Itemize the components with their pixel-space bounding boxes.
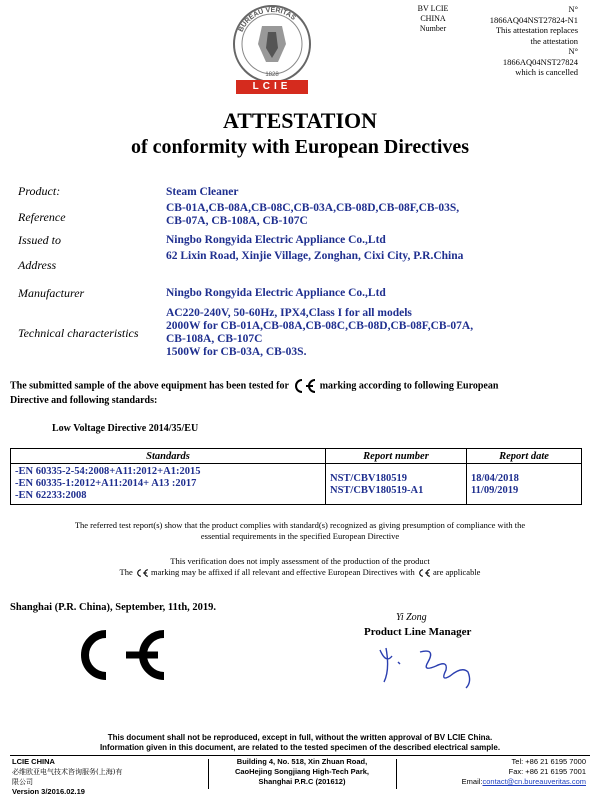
header-left-line: BV LCIE — [417, 4, 449, 13]
signer-name: Yi Zong — [396, 612, 427, 623]
reference-line: CB-07A, CB-108A, CB-107C — [166, 215, 308, 227]
footer-fax: Fax: +86 21 6195 7001 — [508, 767, 586, 776]
product-label: Product: — [18, 184, 61, 198]
product-value: Steam Cleaner — [166, 186, 239, 198]
footer-address-line: CaoHejing Songjiang High-Tech Park, — [234, 767, 370, 776]
address-label: Address — [18, 258, 57, 272]
note-line: The referred test report(s) show that the product complies with standard(s) recognized as giving presumption of compliance with the — [74, 520, 526, 530]
header-left-line: CHINA — [420, 14, 446, 23]
report-date-cell — [467, 464, 582, 505]
footer-company — [12, 757, 212, 797]
reference-label: Reference — [18, 210, 66, 224]
header-right-line: This attestation replaces — [495, 25, 578, 35]
header-right-line: 1866AQ04NST27824-N1 — [489, 14, 578, 25]
note-line: This verification does not imply assessment of the production of the product — [170, 556, 430, 566]
column-header-report-date: Report date — [467, 449, 582, 464]
column-header-report-number: Report number — [326, 449, 467, 464]
footer-version: Version 3/2016.02.19 — [12, 787, 85, 796]
reference-line: CB-01A,CB-08A,CB-08C,CB-03A,CB-08D,CB-08F,CB-03S, — [166, 202, 460, 214]
technical-characteristics-label: Technical characteristics — [18, 326, 139, 340]
seal-ring-text: BUREAU VERITAS — [237, 6, 297, 34]
tech-line: 1500W for CB-03A, CB-03S. — [166, 346, 307, 358]
report-date: 18/04/2018 — [471, 473, 519, 484]
footer-separator — [208, 759, 209, 789]
technical-characteristics-value — [166, 307, 473, 359]
header-right-block — [438, 4, 578, 78]
statement-part3: Directive and following standards: — [10, 395, 158, 406]
ce-mark-icon — [417, 568, 431, 578]
test-statement — [10, 378, 590, 408]
table-header-row — [11, 449, 582, 464]
header-right-line: N° — [568, 4, 578, 14]
verification-note — [0, 556, 600, 578]
note-line: essential requirements in the specified European Directive — [200, 531, 400, 541]
manufacturer-value: Ningbo Rongyida Electric Appliance Co.,Ltd — [166, 287, 386, 299]
note-line4-c: are applicable — [433, 567, 481, 577]
signature-icon — [376, 642, 486, 692]
footer-address-line: Shanghai P.R.C (201612) — [258, 777, 346, 786]
tech-line: CB-108A, CB-107C — [166, 333, 263, 345]
tech-line: AC220-240V, 50-60Hz, IPX4,Class I for all models — [166, 307, 412, 319]
address-value: 62 Lixin Road, Xinjie Village, Zonghan, Cixi City, P.R.China — [166, 250, 464, 262]
compliance-note — [0, 520, 600, 542]
standards-table — [10, 448, 582, 505]
header-right-line: the attestation — [530, 35, 578, 46]
statement-part2: marking according to following European — [319, 380, 499, 392]
signer-role: Product Line Manager — [364, 626, 472, 638]
issued-to-label: Issued to — [18, 233, 61, 247]
footer-email-link[interactable]: contact@cn.bureauveritas.com — [482, 777, 586, 786]
footer-company-cn2: 限公司 — [12, 778, 33, 786]
reference-value — [166, 202, 459, 228]
disclaimer — [0, 733, 600, 753]
statement-part1: The submitted sample of the above equipment has been tested for — [10, 380, 289, 392]
directive-name: Low Voltage Directive 2014/35/EU — [52, 423, 199, 434]
header-right-line: 1866AQ04NST27824 — [502, 56, 578, 67]
standard-item: -EN 60335-1:2012+A11:2014+ A13 :2017 — [15, 478, 197, 489]
table-row — [11, 464, 582, 505]
lcie-logo-bar: LCIE — [236, 80, 308, 94]
header-right-line: which is cancelled — [515, 67, 578, 77]
footer-separator — [396, 759, 397, 789]
footer-address — [212, 757, 392, 787]
footer-tel: Tel: +86 21 6195 7000 — [511, 757, 586, 766]
ce-logo — [62, 630, 172, 680]
footer-divider — [10, 755, 590, 756]
report-number: NST/CBV180519 — [330, 473, 408, 484]
note-line4-b: marking may be affixed if all relevant and effective European Directives with — [150, 567, 415, 577]
footer-company-cn: 必维欧亚电气技术咨询服务(上海)有 — [12, 768, 123, 776]
header-right-line: N° — [568, 46, 578, 56]
ce-mark-icon — [291, 378, 317, 394]
disclaimer-line: Information given in this document, are related to the tested specimen of the described electrical sample. — [99, 743, 501, 752]
footer-contact — [400, 757, 586, 787]
ce-mark-icon — [62, 630, 172, 680]
footer-company-name: LCIE CHINA — [12, 757, 55, 766]
header-left-line: Number — [419, 24, 447, 33]
standard-item: -EN 62233:2008 — [15, 490, 87, 501]
footer-email-row — [400, 777, 586, 787]
standard-item: -EN 60335-2-54:2008+A11:2012+A1:2015 — [15, 466, 201, 477]
issued-to-value: Ningbo Rongyida Electric Appliance Co.,Ltd — [166, 234, 386, 246]
page-title: ATTESTATION — [222, 108, 378, 133]
disclaimer-line: This document shall not be reproduced, except in full, without the written approval of BV LCIE China. — [107, 733, 493, 742]
standards-cell — [11, 464, 326, 505]
place-date: Shanghai (P.R. China), September, 11th, 2019. — [10, 602, 217, 613]
tech-line: 2000W for CB-01A,CB-08A,CB-08C,CB-08D,CB-08F,CB-07A, — [166, 320, 474, 332]
signature — [376, 642, 486, 692]
ce-mark-icon — [135, 568, 149, 578]
report-number: NST/CBV180519-A1 — [330, 485, 424, 496]
report-date: 11/09/2019 — [471, 485, 519, 496]
manufacturer-label: Manufacturer — [18, 286, 85, 300]
note-line — [0, 567, 600, 578]
report-number-cell — [326, 464, 467, 505]
footer-email-label: Email: — [461, 777, 483, 786]
note-line4-a: The — [119, 567, 133, 577]
footer-address-line: Building 4, No. 518, Xin Zhuan Road, — [236, 757, 368, 766]
page-subtitle: of conformity with European Directives — [130, 136, 470, 158]
seal-year: 1828 — [265, 72, 279, 78]
column-header-standards: Standards — [11, 449, 326, 464]
